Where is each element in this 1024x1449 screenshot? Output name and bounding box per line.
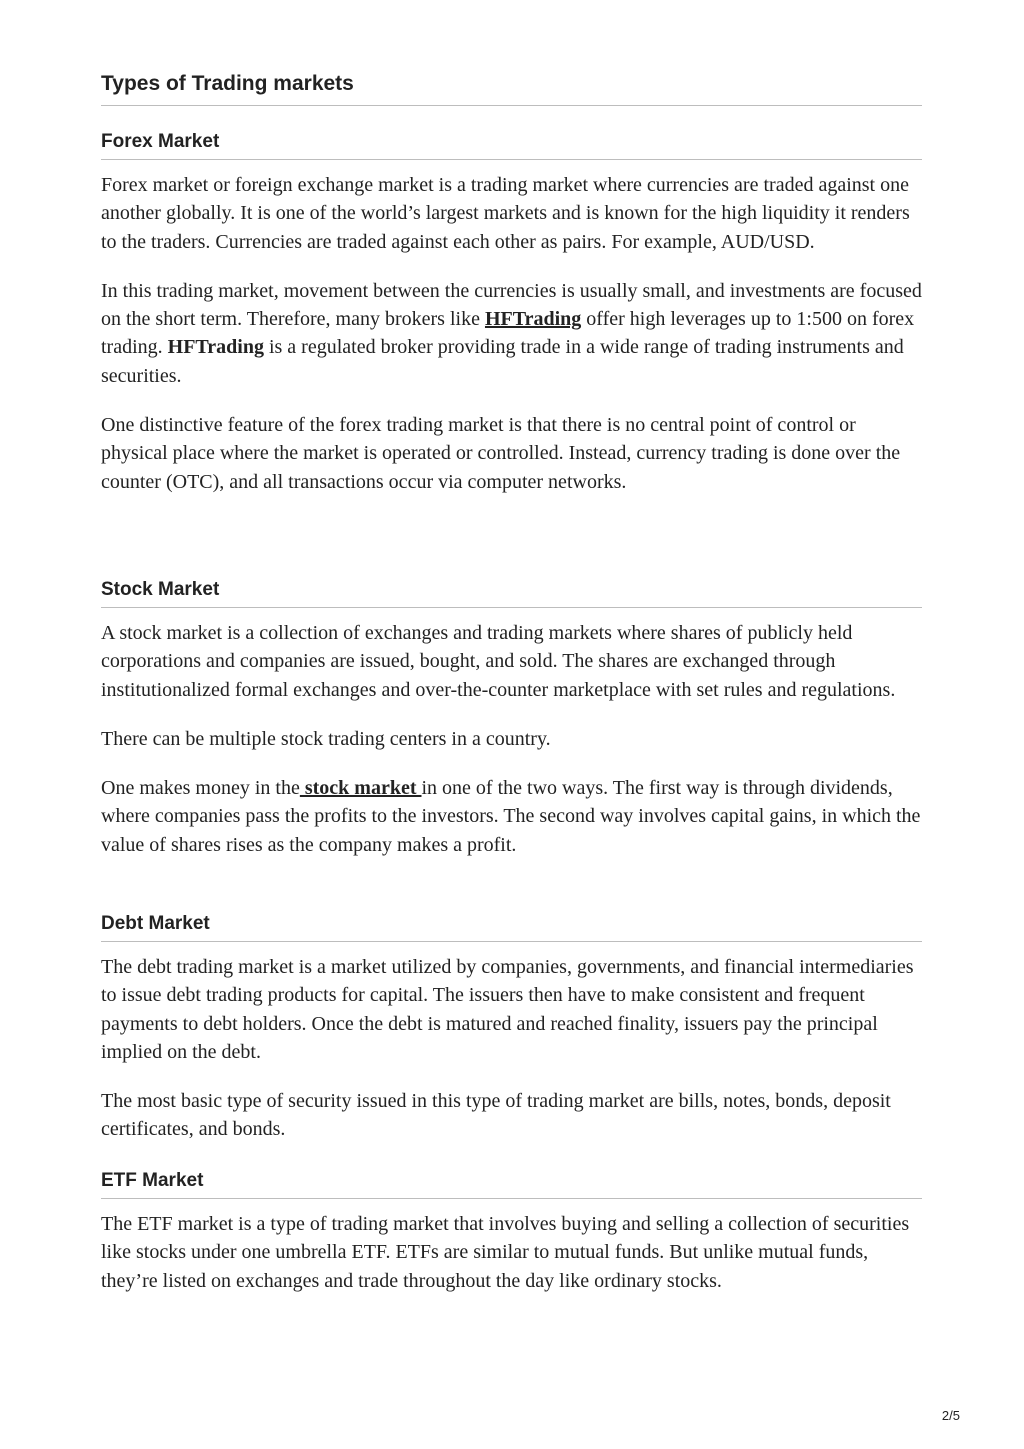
forex-paragraph-2-text-a: In this trading market, movement between the currencies is usually small, and investments are focused on the short term. Therefore, many brokers like	[101, 279, 922, 331]
etf-heading: ETF Market	[101, 1170, 922, 1199]
hftrading-bold: HFTrading	[167, 336, 264, 359]
stock-paragraph-3-text-a: One makes money in the	[101, 777, 300, 800]
forex-paragraph-2	[101, 277, 922, 390]
stock-paragraph-2: There can be multiple stock trading centers in a country.	[101, 727, 551, 750]
forex-section	[101, 131, 922, 496]
stock-paragraph-3	[101, 774, 922, 859]
hftrading-link[interactable]: HFTrading	[484, 308, 582, 331]
debt-paragraph-1: The debt trading market is a market utilized by companies, governments, and financial intermediaries to issue debt trading products for capital. The issuers then have to make consistent and frequent payments to debt holders. Once the debt is matured and reached finality, issuers pay the principal implied on the debt.	[101, 956, 914, 1063]
stock-paragraph-1: A stock market is a collection of exchanges and trading markets where shares of publicly held corporations and companies are issued, bought, and sold. The shares are exchanged through institutionalized formal exchanges and over-the-counter marketplace with set rules and regulations.	[101, 622, 896, 701]
forex-paragraph-1: Forex market or foreign exchange market is a trading market where currencies are traded against one another globally. It is one of the world’s largest markets and is known for the high liquidity it renders to the traders. Currencies are traded against each other as pairs. For example, AUD/USD.	[101, 174, 910, 253]
forex-paragraph-2-text-b: offer high leverages up to 1:500 on forex trading.	[101, 308, 915, 359]
forex-paragraph-3: One distinctive feature of the forex trading market is that there is no central point of control or physical place where the market is operated or controlled. Instead, currency trading is done over the counter (OTC), and all transactions occur via computer networks.	[101, 414, 901, 493]
debt-heading: Debt Market	[101, 913, 922, 942]
debt-section	[101, 913, 922, 1144]
forex-paragraph-2-text-c: is a regulated broker providing trade in a wide range of trading instruments and securities.	[101, 336, 904, 387]
stock-paragraph-3-text-b: in one of the two ways. The first way is through dividends, where companies pass the profits to the investors. The second way involves capital gains, in which the value of shares rises as the company makes a profit.	[101, 777, 921, 856]
stock-market-link[interactable]: stock market	[299, 777, 422, 800]
etf-section	[101, 1170, 922, 1295]
stock-section	[101, 579, 922, 859]
etf-paragraph-1: The ETF market is a type of trading market that involves buying and selling a collection of securities like stocks under one umbrella ETF. ETFs are similar to mutual funds. But unlike mutual funds, they’re listed on exchanges and trade throughout the day like ordinary stocks.	[101, 1213, 910, 1292]
page-title: Types of Trading markets	[101, 72, 922, 106]
forex-heading: Forex Market	[101, 131, 922, 160]
stock-heading: Stock Market	[101, 579, 922, 608]
debt-paragraph-2: The most basic type of security issued in this type of trading market are bills, notes, bonds, deposit certificates, and bonds.	[101, 1090, 891, 1141]
page-number: 2/5	[941, 1408, 960, 1423]
